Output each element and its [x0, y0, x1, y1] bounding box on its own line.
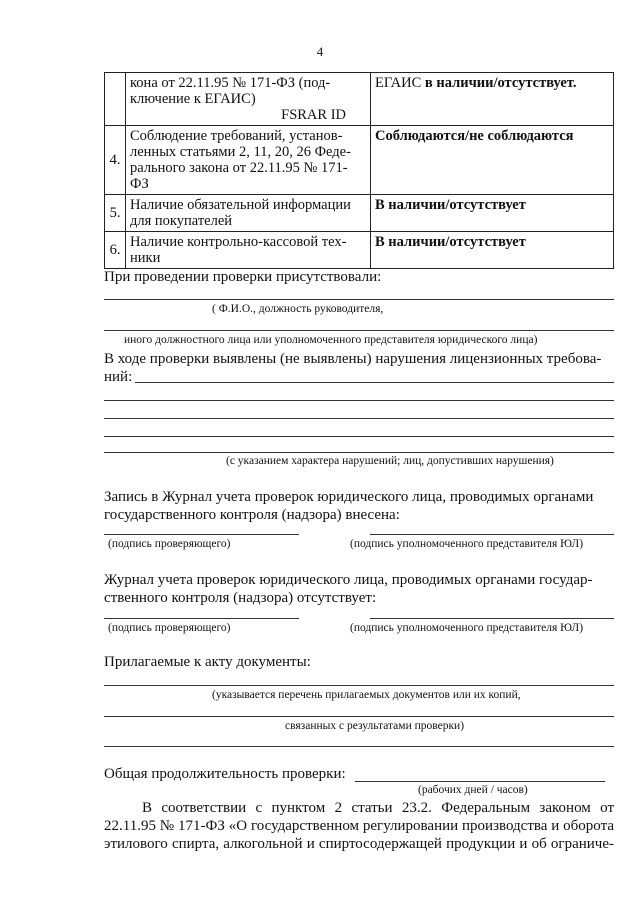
closing-paragraph	[104, 799, 614, 853]
journal-made-text: Запись в Журнал учета проверок юридического лица, проводимых органами	[104, 489, 594, 505]
present-line	[104, 330, 614, 331]
violations-text: В ходе проверки выявлены (не выявлены) нарушения лицензионных требова-	[104, 351, 602, 367]
violations-line	[104, 418, 614, 419]
violations-hint: (с указанием характера нарушений; лиц, допустивших нарушения)	[226, 455, 554, 467]
row-number: 6.	[105, 232, 126, 269]
violations-text: ний:	[104, 369, 133, 385]
page-number: 4	[316, 44, 324, 59]
signature-hint-inspector: (подпись проверяющего)	[108, 538, 231, 550]
check-item	[126, 126, 371, 195]
attachments-line	[104, 716, 614, 717]
signature-line	[104, 534, 299, 535]
violations-line	[104, 436, 614, 437]
result-text: Соблюдаются/не соблюдаются	[375, 128, 574, 144]
journal-absent-text: ственного контроля (надзора) отсутствует:	[104, 590, 377, 606]
violations-line	[104, 400, 614, 401]
check-item-line: ФЗ	[130, 176, 149, 192]
check-item-line: FSRAR ID	[281, 107, 346, 123]
attachments-label: Прилагаемые к акту документы:	[104, 654, 311, 670]
check-item-line: ленных статьями 2, 11, 20, 26 Феде-	[130, 144, 351, 160]
check-result	[371, 232, 614, 269]
present-line	[104, 299, 614, 300]
table-row	[105, 73, 614, 126]
check-item-line: рального закона от 22.11.95 № 171-	[130, 160, 348, 176]
check-item-line: для покупателей	[130, 213, 233, 229]
violations-line	[135, 382, 614, 383]
signature-line	[370, 618, 614, 619]
check-item	[126, 195, 371, 232]
row-number: 5.	[105, 195, 126, 232]
attachments-hint: (указывается перечень прилагаемых документов или их копий,	[212, 689, 521, 701]
signature-hint-inspector: (подпись проверяющего)	[108, 622, 231, 634]
journal-made-text: государственного контроля (надзора) внесена:	[104, 507, 400, 523]
check-item-line: Наличие контрольно-кассовой тех-	[130, 234, 347, 250]
row-number	[105, 73, 126, 126]
result-text: в наличии/отсутствует.	[424, 75, 577, 91]
signature-hint-representative: (подпись уполномоченного представителя ЮЛ)	[350, 538, 584, 550]
signature-line	[104, 618, 299, 619]
check-item-line: ники	[130, 250, 161, 266]
duration-hint: (рабочих дней / часов)	[418, 784, 528, 796]
closing-line: 22.11.95 № 171-ФЗ «О государственном регулировании производства и оборота	[104, 818, 614, 834]
attachments-line	[104, 685, 614, 686]
table-row	[105, 195, 614, 232]
result-text: В наличии/отсутствует	[375, 234, 526, 250]
journal-absent-text: Журнал учета проверок юридического лица, проводимых органами государ-	[104, 572, 593, 588]
duration-line	[355, 781, 605, 782]
check-item-line: ключение к ЕГАИС)	[130, 91, 256, 107]
row-number: 4.	[105, 126, 126, 195]
table-row	[105, 126, 614, 195]
check-result	[371, 126, 614, 195]
check-item-line: кона от 22.11.95 № 171-ФЗ (под-	[130, 75, 331, 91]
check-result	[371, 73, 614, 126]
check-result	[371, 195, 614, 232]
result-prefix: ЕГАИС	[375, 75, 425, 91]
check-item-line: Наличие обязательной информации	[130, 197, 351, 213]
result-text: В наличии/отсутствует	[375, 197, 526, 213]
present-hint: иного должностного лица или уполномоченного представителя юридического лица)	[124, 334, 538, 346]
present-label: При проведении проверки присутствовали:	[104, 269, 382, 285]
duration-label: Общая продолжительность проверки:	[104, 766, 346, 782]
present-hint: ( Ф.И.О., должность руководителя,	[212, 303, 384, 315]
violations-line	[104, 452, 614, 453]
closing-line: В соответствии с пунктом 2 статьи 23.2. Федеральным законом от	[142, 800, 614, 816]
attachments-line	[104, 746, 614, 747]
check-item	[126, 73, 371, 126]
check-item-line: Соблюдение требований, установ-	[130, 128, 343, 144]
signature-hint-representative: (подпись уполномоченного представителя ЮЛ)	[350, 622, 584, 634]
table-row	[105, 232, 614, 269]
check-item	[126, 232, 371, 269]
closing-line: этилового спирта, алкогольной и спиртосодержащей продукции и об ограниче-	[104, 836, 614, 852]
checks-table	[104, 72, 614, 269]
signature-line	[370, 534, 614, 535]
attachments-hint: связанных с результатами проверки)	[285, 720, 465, 732]
